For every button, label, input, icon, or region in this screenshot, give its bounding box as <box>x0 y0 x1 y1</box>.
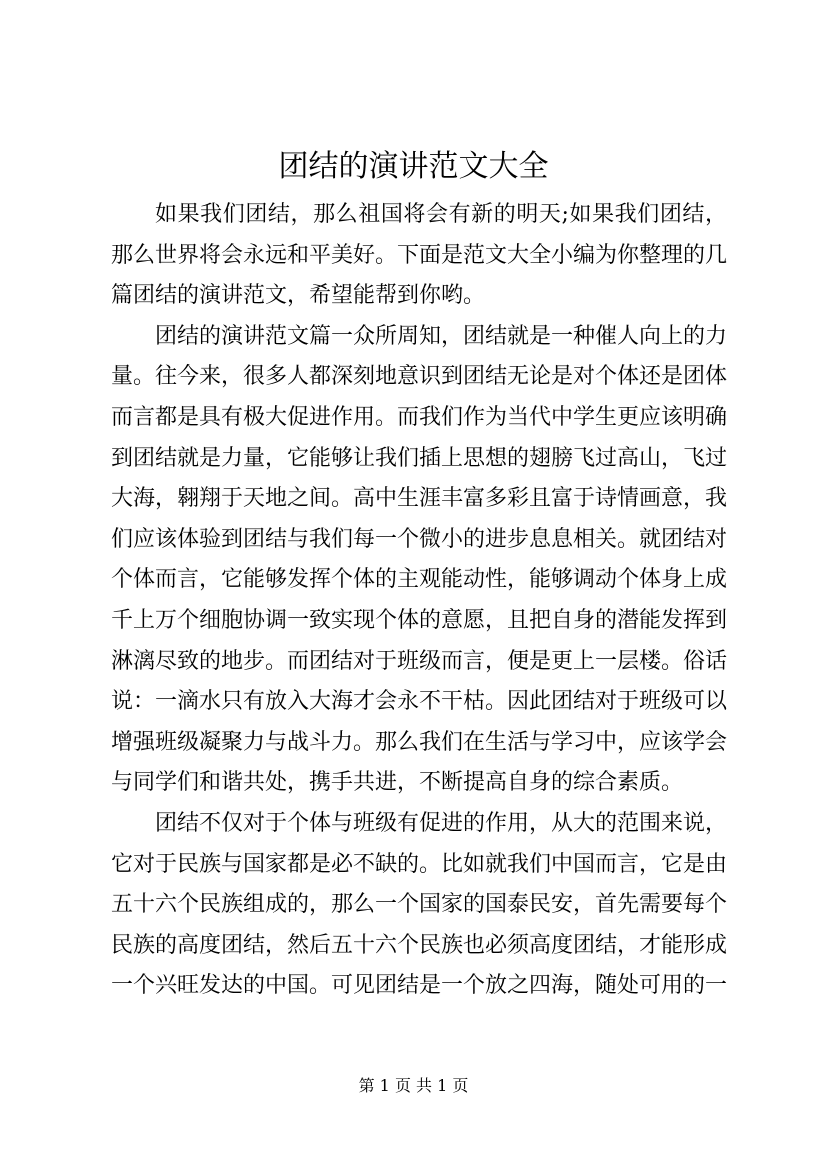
document-title: 团结的演讲范文大全 <box>278 149 549 184</box>
paragraph-speech-one: 团结的演讲范文篇一众所周知，团结就是一种催人向上的力量。往今来，很多人都深刻地意识到团结无论是对个体还是团体而言都是具有极大促进作用。而我们作为当代中学生更应该明确到团结就是力量，它能够让我们插上思想的翅膀飞过高山，飞过大海，翱翔于天地之间。高中生涯丰富多彩且富于诗情画意，我们应该体验到团结与我们每一个微小的进步息息相关。就团结对个体而言，它能够发挥个体的主观能动性，能够调动个体身上成千上万个细胞协调一致实现个体的意愿，且把自身的潜能发挥到淋漓尽致的地步。而团结对于班级而言，便是更上一层楼。俗话说：一滴水只有放入大海才会永不干枯。因此团结对于班级可以增强班级凝聚力与战斗力。那么我们在生活与学习中，应该学会与同学们和谐共处，携手共进，不断提高自身的综合素质。 <box>111 323 728 796</box>
page-footer: 第 1 页 共 1 页 <box>358 1076 469 1095</box>
paragraph-nation: 团结不仅对于个体与班级有促进的作用，从大的范围来说，它对于民族与国家都是必不缺的。比如就我们中国而言，它是由五十六个民族组成的，那么一个国家的国泰民安，首先需要每个民族的高度团结，然后五十六个民族也必须高度团结，才能形成一个兴旺发达的中国。可见团结是一个放之四海，随处可用的一 <box>111 810 728 999</box>
paragraph-intro: 如果我们团结，那么祖国将会有新的明天;如果我们团结，那么世界将会永远和平美好。下面是范文大全小编为你整理的几篇团结的演讲范文，希望能帮到你哟。 <box>111 202 728 309</box>
document-body <box>111 195 727 1007</box>
